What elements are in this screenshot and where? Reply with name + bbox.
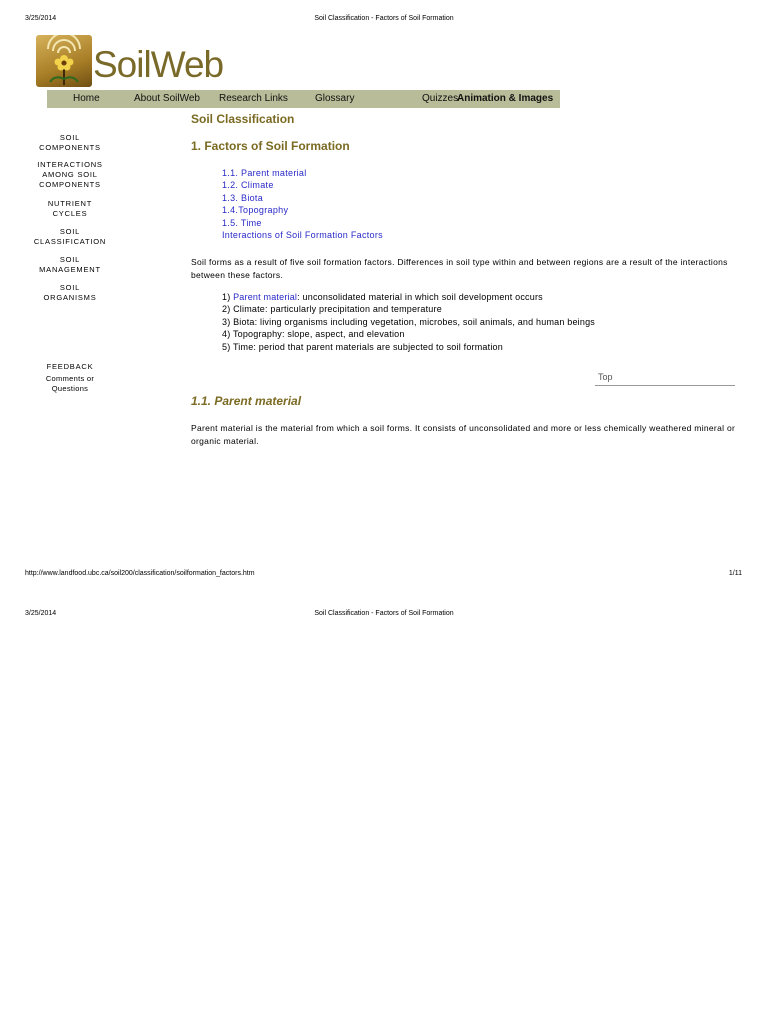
top-divider <box>595 385 735 386</box>
site-name: SoilWeb <box>93 44 224 85</box>
toc-topography[interactable]: 1.4.Topography <box>222 205 289 216</box>
nav-glossary[interactable]: Glossary <box>315 93 355 104</box>
sidebar-item-interactions[interactable]: INTERACTIONS AMONG SOIL COMPONENTS <box>37 160 103 189</box>
sidebar-item-soil-organisms[interactable]: SOIL ORGANISMS <box>43 283 97 302</box>
nav-research-links[interactable]: Research Links <box>219 93 288 104</box>
section-title: Soil Classification <box>191 112 295 126</box>
soilweb-flower-logo-icon[interactable] <box>36 35 92 87</box>
nav-home[interactable]: Home <box>73 93 100 104</box>
table-of-contents <box>222 167 383 241</box>
toc-time[interactable]: 1.5. Time <box>222 217 262 228</box>
sidebar-item-nutrient-cycles[interactable]: NUTRIENT CYCLES <box>47 199 93 218</box>
factor-item: 2) Climate: particularly precipitation and temperature <box>222 304 442 315</box>
print-date-2: 3/25/2014 <box>25 610 57 617</box>
feedback-link[interactable]: FEEDBACK Comments or Questions <box>45 362 95 393</box>
intro-paragraph: Soil forms as a result of five soil formation factors. Differences in soil type within and between regions are a result of the interactions between these factors. <box>191 257 728 280</box>
toc-climate[interactable]: 1.2. Climate <box>222 180 274 191</box>
sidebar-item-soil-components[interactable]: SOIL COMPONENTS <box>39 133 101 152</box>
sidebar-item-soil-management[interactable]: SOIL MANAGEMENT <box>39 255 101 274</box>
factor-item: 4) Topography: slope, aspect, and elevation <box>222 329 405 340</box>
parent-material-paragraph: Parent material is the material from which a soil forms. It consists of unconsolidated and more or less chemically weathered mineral or organic material. <box>191 423 736 446</box>
parent-material-link[interactable]: Parent material <box>233 292 298 302</box>
toc-biota[interactable]: 1.3. Biota <box>222 192 264 203</box>
nav-bar <box>47 90 560 108</box>
toc-parent-material[interactable]: 1.1. Parent material <box>222 168 307 178</box>
toc-interactions[interactable]: Interactions of Soil Formation Factors <box>222 230 383 241</box>
parent-material-heading: 1.1. Parent material <box>191 394 302 408</box>
print-date: 3/25/2014 <box>25 15 57 22</box>
nav-quizzes[interactable]: Quizzes <box>422 93 459 104</box>
print-title: Soil Classification - Factors of Soil Formation <box>314 15 454 22</box>
factor-item: 1) Parent material: unconsolidated material in which soil development occurs <box>222 292 543 302</box>
factors-list <box>222 291 595 353</box>
sidebar-item-soil-classification[interactable]: SOIL CLASSIFICATION <box>33 227 107 246</box>
print-page-number: 1/11 <box>728 570 742 577</box>
print-url: http://www.landfood.ubc.ca/soil200/classification/soilformation_factors.htm <box>25 570 255 577</box>
top-link[interactable]: Top <box>598 372 613 382</box>
factor-item: 5) Time: period that parent materials are subjected to soil formation <box>222 341 503 352</box>
page-title: 1. Factors of Soil Formation <box>191 139 350 153</box>
nav-animation-images[interactable]: Animation & Images <box>457 93 554 104</box>
nav-about-soilweb[interactable]: About SoilWeb <box>134 93 200 104</box>
factor-item: 3) Biota: living organisms including vegetation, microbes, soil animals, and human beings <box>222 316 595 327</box>
print-title-2: Soil Classification - Factors of Soil Formation <box>314 610 454 617</box>
